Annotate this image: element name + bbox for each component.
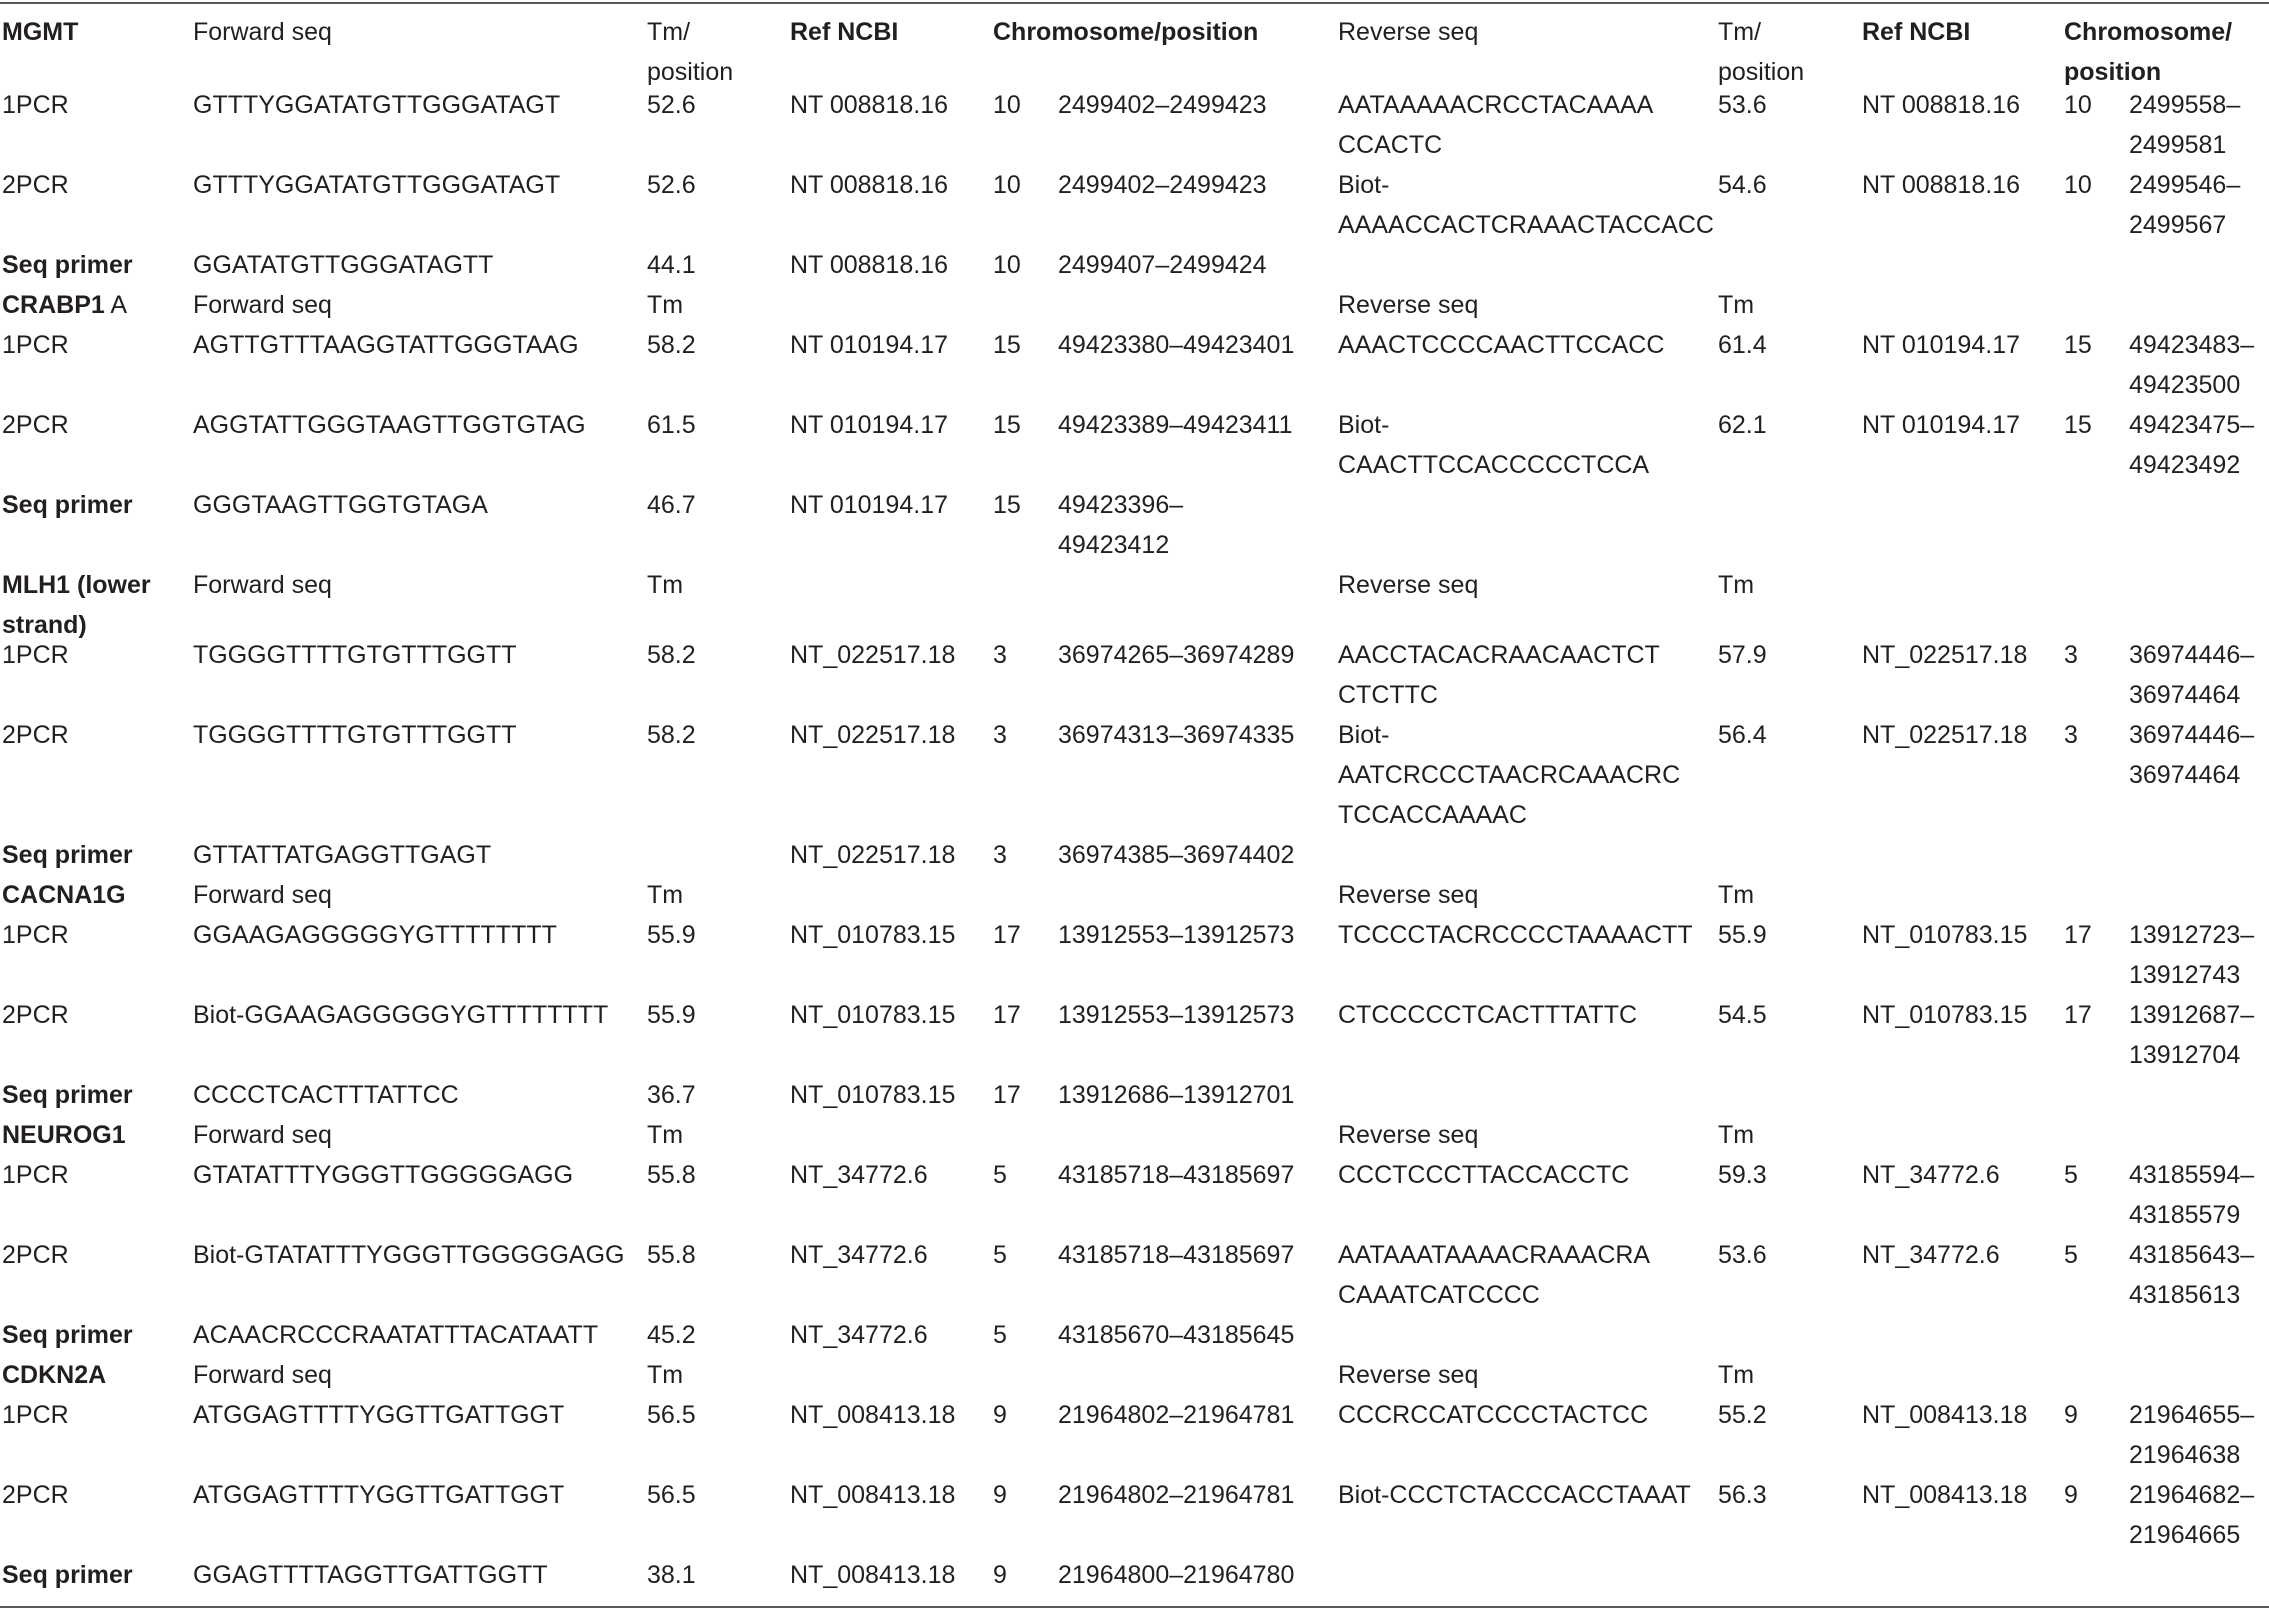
- forward-seq-cell: CCCCTCACTTTATTCC: [193, 1081, 459, 1109]
- tm-fwd-cell-line-2: position: [647, 58, 734, 86]
- reverse-seq-cell-line-1: Biot-: [1338, 721, 1390, 749]
- position-fwd-cell: 13912686–13912701: [1058, 1081, 1295, 1109]
- chromosome-fwd-cell: 5: [993, 1321, 1007, 1349]
- chromosome-rev-cell: 17: [2064, 921, 2092, 949]
- tm-fwd-cell: 55.9: [647, 921, 696, 949]
- position-fwd-cell-line-2: 49423412: [1058, 531, 1170, 559]
- ref-ncbi-rev-cell: NT_022517.18: [1862, 641, 2028, 669]
- chromosome-fwd-cell: 10: [993, 251, 1021, 279]
- chromosome-rev-cell: 10: [2064, 171, 2092, 199]
- reverse-seq-cell-line-3: TCCACCAAAAC: [1338, 801, 1527, 829]
- position-fwd-cell: 36974265–36974289: [1058, 641, 1295, 669]
- label-cell: 2PCR: [2, 721, 69, 749]
- forward-seq-cell: Forward seq: [193, 881, 332, 909]
- chromosome-rev-cell: 5: [2064, 1161, 2078, 1189]
- tm-rev-cell: 56.3: [1718, 1481, 1767, 1509]
- tm-rev-cell: 54.6: [1718, 171, 1767, 199]
- ref-ncbi-fwd-cell: NT_008413.18: [790, 1481, 956, 1509]
- position-rev-cell-line-1: 36974446–: [2129, 721, 2255, 749]
- position-fwd-cell: 43185670–43185645: [1058, 1321, 1295, 1349]
- ref-ncbi-fwd-cell: NT 010194.17: [790, 411, 948, 439]
- chromosome-fwd-cell: 5: [993, 1241, 1007, 1269]
- tm-fwd-cell: 45.2: [647, 1321, 696, 1349]
- forward-seq-cell: GTTATTATGAGGTTGAGT: [193, 841, 492, 869]
- tm-fwd-cell: Tm: [647, 571, 684, 599]
- label-cell: 1PCR: [2, 1161, 69, 1189]
- reverse-seq-cell-line-1: Biot-: [1338, 411, 1390, 439]
- chromosome-fwd-cell: 5: [993, 1161, 1007, 1189]
- chromosome-fwd-cell: 9: [993, 1401, 1007, 1429]
- reverse-seq-cell: CTCCCCCTCACTTTATTC: [1338, 1001, 1638, 1029]
- reverse-seq-cell-line-2: CAAATCATCCCC: [1338, 1281, 1540, 1309]
- label-cell: Seq primer: [2, 1561, 133, 1589]
- tm-fwd-cell: 38.1: [647, 1561, 696, 1589]
- reverse-seq-cell: CCCTCCCTTACCACCTC: [1338, 1161, 1630, 1189]
- chromosome-fwd-cell: 9: [993, 1561, 1007, 1589]
- reverse-seq-cell: TCCCCTACRCCCCTAAAACTT: [1338, 921, 1693, 949]
- chromosome-rev-cell-line-1: Chromosome/: [2064, 18, 2233, 46]
- tm-fwd-cell: Tm: [647, 1121, 684, 1149]
- tm-fwd-cell: 58.2: [647, 331, 696, 359]
- tm-fwd-cell: 55.9: [647, 1001, 696, 1029]
- ref-ncbi-fwd-cell: Ref NCBI: [790, 18, 899, 46]
- forward-seq-cell: Forward seq: [193, 571, 332, 599]
- tm-fwd-cell: 58.2: [647, 641, 696, 669]
- reverse-seq-cell: Reverse seq: [1338, 1361, 1479, 1389]
- chromosome-rev-cell: 17: [2064, 1001, 2092, 1029]
- position-fwd-cell-line-1: 49423396–: [1058, 491, 1184, 519]
- tm-fwd-cell: 56.5: [647, 1401, 696, 1429]
- tm-fwd-cell: 46.7: [647, 491, 696, 519]
- tm-rev-cell: 57.9: [1718, 641, 1767, 669]
- ref-ncbi-rev-cell: NT_008413.18: [1862, 1481, 2028, 1509]
- position-rev-cell-line-1: 2499546–: [2129, 171, 2241, 199]
- chromosome-fwd-cell: Chromosome/position: [993, 18, 1259, 46]
- position-rev-cell-line-1: 2499558–: [2129, 91, 2241, 119]
- position-rev-cell-line-2: 36974464: [2129, 761, 2241, 789]
- forward-seq-cell: AGGTATTGGGTAAGTTGGTGTAG: [193, 411, 586, 439]
- forward-seq-cell: Forward seq: [193, 291, 332, 319]
- tm-rev-cell-line-1: Tm/: [1718, 18, 1762, 46]
- chromosome-rev-cell: 9: [2064, 1401, 2078, 1429]
- position-fwd-cell: 2499407–2499424: [1058, 251, 1267, 279]
- ref-ncbi-rev-cell: NT 008818.16: [1862, 91, 2020, 119]
- label-cell: Seq primer: [2, 251, 133, 279]
- position-fwd-cell: 2499402–2499423: [1058, 171, 1267, 199]
- position-rev-cell-line-2: 43185579: [2129, 1201, 2241, 1229]
- position-rev-cell-line-1: 21964655–: [2129, 1401, 2255, 1429]
- label-cell: CACNA1G: [2, 881, 126, 909]
- chromosome-fwd-cell: 3: [993, 641, 1007, 669]
- reverse-seq-cell: AAACTCCCCAACTTCCACC: [1338, 331, 1665, 359]
- position-fwd-cell: 21964802–21964781: [1058, 1481, 1295, 1509]
- reverse-seq-cell-line-1: AACCTACACRAACAACTCT: [1338, 641, 1660, 669]
- position-rev-cell-line-2: 2499567: [2129, 211, 2227, 239]
- forward-seq-cell: Forward seq: [193, 1121, 332, 1149]
- label-cell: CRABP1 A: [2, 291, 128, 319]
- chromosome-fwd-cell: 15: [993, 491, 1021, 519]
- position-rev-cell-line-2: 21964665: [2129, 1521, 2241, 1549]
- tm-rev-cell: Tm: [1718, 1361, 1755, 1389]
- tm-fwd-cell-line-1: Tm/: [647, 18, 691, 46]
- chromosome-rev-cell: 10: [2064, 91, 2092, 119]
- position-rev-cell-line-1: 36974446–: [2129, 641, 2255, 669]
- tm-fwd-cell: 52.6: [647, 171, 696, 199]
- tm-rev-cell: Tm: [1718, 1121, 1755, 1149]
- forward-seq-cell: ACAACRCCCRAATATTTACATAATT: [193, 1321, 599, 1349]
- ref-ncbi-fwd-cell: NT 008818.16: [790, 251, 948, 279]
- tm-rev-cell: 54.5: [1718, 1001, 1767, 1029]
- label-cell-line-2: strand): [2, 611, 87, 639]
- chromosome-fwd-cell: 15: [993, 411, 1021, 439]
- reverse-seq-cell-line-2: CAACTTCCACCCCCTCCA: [1338, 451, 1650, 479]
- ref-ncbi-rev-cell: NT 010194.17: [1862, 331, 2020, 359]
- ref-ncbi-rev-cell: NT_010783.15: [1862, 921, 2028, 949]
- ref-ncbi-fwd-cell: NT 008818.16: [790, 171, 948, 199]
- position-rev-cell-line-2: 49423492: [2129, 451, 2241, 479]
- position-fwd-cell: 49423380–49423401: [1058, 331, 1295, 359]
- position-fwd-cell: 13912553–13912573: [1058, 921, 1295, 949]
- reverse-seq-cell: Reverse seq: [1338, 571, 1479, 599]
- forward-seq-cell: Forward seq: [193, 1361, 332, 1389]
- forward-seq-cell: TGGGGTTTTGTGTTTGGTT: [193, 641, 517, 669]
- tm-fwd-cell: 56.5: [647, 1481, 696, 1509]
- gene-suffix: A: [104, 291, 128, 319]
- chromosome-fwd-cell: 15: [993, 331, 1021, 359]
- chromosome-rev-cell: 3: [2064, 721, 2078, 749]
- tm-fwd-cell: 58.2: [647, 721, 696, 749]
- position-rev-cell-line-1: 43185643–: [2129, 1241, 2255, 1269]
- chromosome-rev-cell: 3: [2064, 641, 2078, 669]
- tm-rev-cell: Tm: [1718, 291, 1755, 319]
- reverse-seq-cell-line-1: AATAAATAAAACRAAACRA: [1338, 1241, 1651, 1269]
- table-top-rule: [0, 2, 2269, 4]
- tm-rev-cell: 53.6: [1718, 91, 1767, 119]
- chromosome-rev-cell: 5: [2064, 1241, 2078, 1269]
- ref-ncbi-fwd-cell: NT_34772.6: [790, 1321, 928, 1349]
- position-rev-cell-line-1: 49423475–: [2129, 411, 2255, 439]
- ref-ncbi-fwd-cell: NT 010194.17: [790, 331, 948, 359]
- ref-ncbi-rev-cell: NT_010783.15: [1862, 1001, 2028, 1029]
- label-cell: 2PCR: [2, 1241, 69, 1269]
- label-cell: NEUROG1: [2, 1121, 126, 1149]
- tm-fwd-cell: 52.6: [647, 91, 696, 119]
- tm-rev-cell: Tm: [1718, 571, 1755, 599]
- position-fwd-cell: 43185718–43185697: [1058, 1241, 1295, 1269]
- position-fwd-cell: 21964802–21964781: [1058, 1401, 1295, 1429]
- position-fwd-cell: 13912553–13912573: [1058, 1001, 1295, 1029]
- tm-fwd-cell: 36.7: [647, 1081, 696, 1109]
- forward-seq-cell: Biot-GGAAGAGGGGGYGTTTTTTTT: [193, 1001, 609, 1029]
- label-cell: Seq primer: [2, 491, 133, 519]
- label-cell: Seq primer: [2, 1321, 133, 1349]
- position-rev-cell-line-1: 13912723–: [2129, 921, 2255, 949]
- forward-seq-cell: GGAGTTTTAGGTTGATTGGTT: [193, 1561, 548, 1589]
- chromosome-fwd-cell: 17: [993, 1001, 1021, 1029]
- tm-rev-cell: 55.2: [1718, 1401, 1767, 1429]
- reverse-seq-cell: Biot-CCCTCTACCCACCTAAAT: [1338, 1481, 1691, 1509]
- position-rev-cell-line-2: 13912704: [2129, 1041, 2241, 1069]
- label-cell: 1PCR: [2, 1401, 69, 1429]
- label-cell: 1PCR: [2, 91, 69, 119]
- forward-seq-cell: GTTTYGGATATGTTGGGATAGT: [193, 91, 561, 119]
- forward-seq-cell: GTTTYGGATATGTTGGGATAGT: [193, 171, 561, 199]
- tm-fwd-cell: 61.5: [647, 411, 696, 439]
- label-cell: Seq primer: [2, 1081, 133, 1109]
- tm-fwd-cell: Tm: [647, 291, 684, 319]
- position-rev-cell-line-2: 43185613: [2129, 1281, 2241, 1309]
- reverse-seq-cell: Reverse seq: [1338, 291, 1479, 319]
- reverse-seq-cell-line-1: AATAAAAACRCCTACAAAA: [1338, 91, 1654, 119]
- position-rev-cell-line-1: 13912687–: [2129, 1001, 2255, 1029]
- ref-ncbi-rev-cell: NT 010194.17: [1862, 411, 2020, 439]
- forward-seq-cell: Biot-GTATATTTYGGGTTGGGGGAGG: [193, 1241, 625, 1269]
- chromosome-fwd-cell: 10: [993, 171, 1021, 199]
- tm-rev-cell: 62.1: [1718, 411, 1767, 439]
- ref-ncbi-rev-cell: NT 008818.16: [1862, 171, 2020, 199]
- label-cell-line-1: MLH1 (lower: [2, 571, 151, 599]
- ref-ncbi-fwd-cell: NT_010783.15: [790, 1081, 956, 1109]
- tm-rev-cell: 55.9: [1718, 921, 1767, 949]
- position-fwd-cell: 2499402–2499423: [1058, 91, 1267, 119]
- label-cell: 1PCR: [2, 921, 69, 949]
- chromosome-fwd-cell: 9: [993, 1481, 1007, 1509]
- ref-ncbi-rev-cell: Ref NCBI: [1862, 18, 1971, 46]
- forward-seq-cell: ATGGAGTTTTYGGTTGATTGGT: [193, 1481, 565, 1509]
- chromosome-fwd-cell: 17: [993, 1081, 1021, 1109]
- forward-seq-cell: Forward seq: [193, 18, 332, 46]
- ref-ncbi-fwd-cell: NT_010783.15: [790, 1001, 956, 1029]
- reverse-seq-cell: Reverse seq: [1338, 18, 1479, 46]
- position-rev-cell-line-1: 21964682–: [2129, 1481, 2255, 1509]
- label-cell: 2PCR: [2, 1481, 69, 1509]
- reverse-seq-cell-line-1: Biot-: [1338, 171, 1390, 199]
- position-rev-cell-line-2: 21964638: [2129, 1441, 2241, 1469]
- chromosome-fwd-cell: 17: [993, 921, 1021, 949]
- ref-ncbi-fwd-cell: NT 008818.16: [790, 91, 948, 119]
- position-rev-cell-line-2: 2499581: [2129, 131, 2227, 159]
- ref-ncbi-fwd-cell: NT_010783.15: [790, 921, 956, 949]
- tm-rev-cell: 53.6: [1718, 1241, 1767, 1269]
- forward-seq-cell: GGATATGTTGGGATAGTT: [193, 251, 494, 279]
- label-cell: 2PCR: [2, 411, 69, 439]
- ref-ncbi-fwd-cell: NT_34772.6: [790, 1241, 928, 1269]
- position-fwd-cell: 43185718–43185697: [1058, 1161, 1295, 1189]
- chromosome-fwd-cell: 3: [993, 721, 1007, 749]
- position-rev-cell-line-2: 13912743: [2129, 961, 2241, 989]
- position-fwd-cell: 49423389–49423411: [1058, 411, 1293, 439]
- chromosome-rev-cell: 15: [2064, 331, 2092, 359]
- tm-fwd-cell: 44.1: [647, 251, 696, 279]
- ref-ncbi-fwd-cell: NT_008413.18: [790, 1401, 956, 1429]
- reverse-seq-cell-line-2: AATCRCCCTAACRCAAACRC: [1338, 761, 1681, 789]
- tm-rev-cell: 59.3: [1718, 1161, 1767, 1189]
- table-bottom-rule: [0, 1606, 2269, 1608]
- label-cell: 2PCR: [2, 171, 69, 199]
- chromosome-fwd-cell: 10: [993, 91, 1021, 119]
- tm-fwd-cell: 55.8: [647, 1241, 696, 1269]
- reverse-seq-cell-line-2: CCACTC: [1338, 131, 1443, 159]
- chromosome-rev-cell: 15: [2064, 411, 2092, 439]
- forward-seq-cell: AGTTGTTTAAGGTATTGGGTAAG: [193, 331, 579, 359]
- reverse-seq-cell: Reverse seq: [1338, 881, 1479, 909]
- ref-ncbi-fwd-cell: NT 010194.17: [790, 491, 948, 519]
- tm-rev-cell-line-2: position: [1718, 58, 1805, 86]
- tm-rev-cell: Tm: [1718, 881, 1755, 909]
- chromosome-fwd-cell: 3: [993, 841, 1007, 869]
- label-cell: 2PCR: [2, 1001, 69, 1029]
- ref-ncbi-fwd-cell: NT_022517.18: [790, 641, 956, 669]
- position-rev-cell-line-1: 43185594–: [2129, 1161, 2255, 1189]
- position-fwd-cell: 21964800–21964780: [1058, 1561, 1295, 1589]
- tm-fwd-cell: Tm: [647, 881, 684, 909]
- ref-ncbi-rev-cell: NT_34772.6: [1862, 1241, 2000, 1269]
- reverse-seq-cell: Reverse seq: [1338, 1121, 1479, 1149]
- ref-ncbi-rev-cell: NT_34772.6: [1862, 1161, 2000, 1189]
- ref-ncbi-fwd-cell: NT_008413.18: [790, 1561, 956, 1589]
- label-cell: 1PCR: [2, 331, 69, 359]
- ref-ncbi-rev-cell: NT_022517.18: [1862, 721, 2028, 749]
- position-fwd-cell: 36974385–36974402: [1058, 841, 1295, 869]
- reverse-seq-cell-line-2: CTCTTC: [1338, 681, 1438, 709]
- position-rev-cell-line-2: 49423500: [2129, 371, 2241, 399]
- chromosome-rev-cell-line-2: position: [2064, 58, 2162, 86]
- forward-seq-cell: TGGGGTTTTGTGTTTGGTT: [193, 721, 517, 749]
- ref-ncbi-fwd-cell: NT_022517.18: [790, 721, 956, 749]
- chromosome-rev-cell: 9: [2064, 1481, 2078, 1509]
- tm-fwd-cell: Tm: [647, 1361, 684, 1389]
- ref-ncbi-fwd-cell: NT_022517.18: [790, 841, 956, 869]
- tm-rev-cell: 61.4: [1718, 331, 1767, 359]
- position-fwd-cell: 36974313–36974335: [1058, 721, 1295, 749]
- tm-fwd-cell: 55.8: [647, 1161, 696, 1189]
- tm-rev-cell: 56.4: [1718, 721, 1767, 749]
- position-rev-cell-line-1: 49423483–: [2129, 331, 2255, 359]
- label-cell: MGMT: [2, 18, 79, 46]
- forward-seq-cell: ATGGAGTTTTYGGTTGATTGGT: [193, 1401, 565, 1429]
- forward-seq-cell: GTATATTTYGGGTTGGGGGAGG: [193, 1161, 574, 1189]
- reverse-seq-cell-line-2: AAAACCACTCRAAACTACCACC: [1338, 211, 1714, 239]
- label-cell: CDKN2A: [2, 1361, 107, 1389]
- reverse-seq-cell: CCCRCCATCCCCTACTCC: [1338, 1401, 1649, 1429]
- forward-seq-cell: GGAAGAGGGGGYGTTTTTTTT: [193, 921, 557, 949]
- ref-ncbi-fwd-cell: NT_34772.6: [790, 1161, 928, 1189]
- label-cell: 1PCR: [2, 641, 69, 669]
- forward-seq-cell: GGGTAAGTTGGTGTAGA: [193, 491, 488, 519]
- position-rev-cell-line-2: 36974464: [2129, 681, 2241, 709]
- ref-ncbi-rev-cell: NT_008413.18: [1862, 1401, 2028, 1429]
- label-cell: Seq primer: [2, 841, 133, 869]
